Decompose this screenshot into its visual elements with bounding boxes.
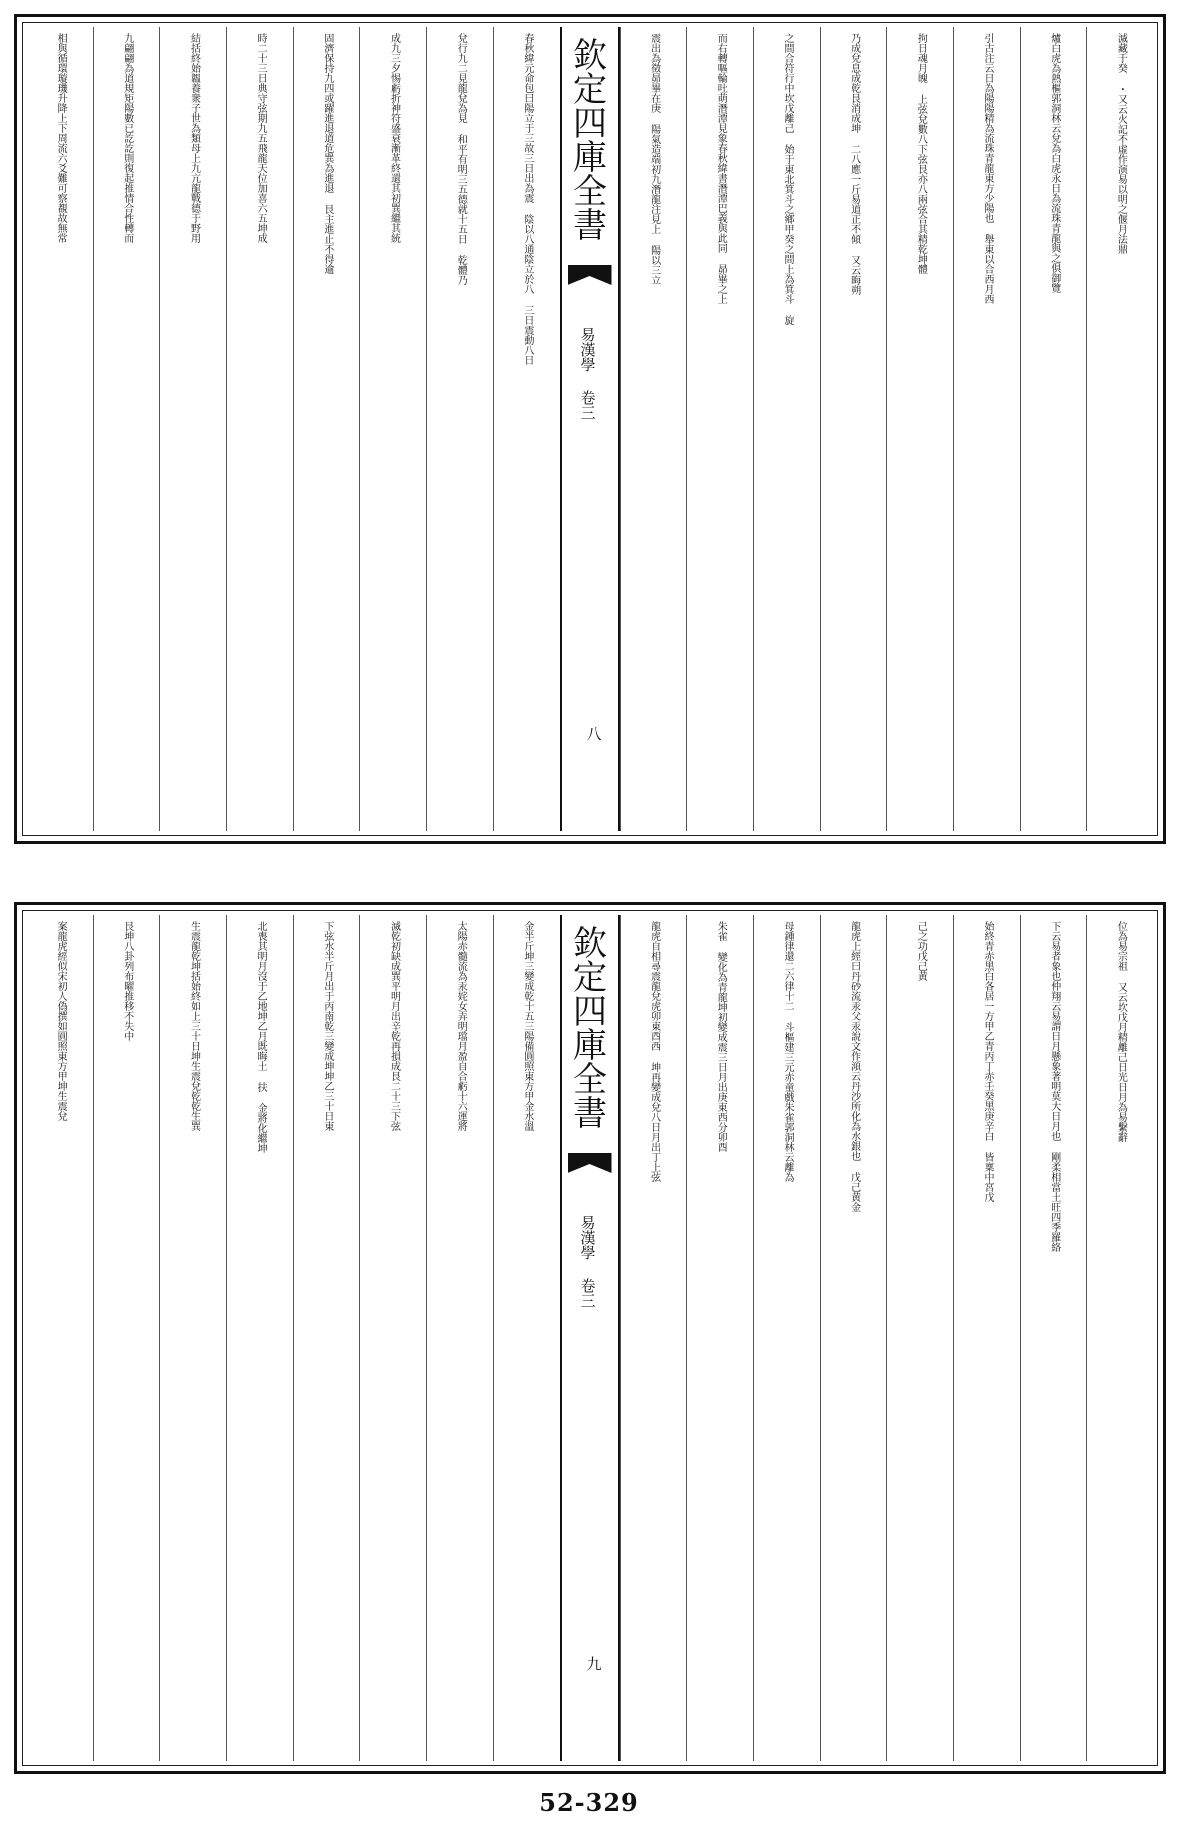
bottom-left-col-3 [359, 915, 426, 1761]
column-text: 滅乾初缺成巽平明月出辛乾再損成艮二十三下弦 [388, 921, 400, 1131]
column-text: 震出為徵昴畢在庚 陽氣造端初九潛龍注見上 陽以三立 [648, 33, 660, 285]
top-right-col-7 [686, 27, 753, 831]
column-text: 而右轉嘔輪吐萌潛潭見象春秋緯書潛潭巴義與此同 昴畢之上 [715, 33, 727, 304]
column-text: 兌行九二見龍兌為見 和平有明三五德就十五日 乾體乃 [455, 33, 467, 285]
bottom-right-col-7 [686, 915, 753, 1761]
top-right-col-4 [886, 27, 953, 831]
bottom-left-col-2 [426, 915, 493, 1761]
bottom-page [14, 902, 1166, 1774]
column-text: 己之功戊己黄 [915, 921, 927, 981]
column-text: 拘日魂月魄 上弦兌數八下弦艮亦八兩弦合其精乾坤體 [915, 33, 927, 274]
bottom-right-col-4 [886, 915, 953, 1761]
column-text: 結括終始韞養衆子世為類母上九亢龍戰德于野用 [188, 33, 200, 243]
volume-label: 易漢學 卷三 [578, 1215, 597, 1308]
folio-number: 八 [584, 726, 603, 741]
column-text: 北喪其明月沒于乙地坤乙月既晦土 扶 金將化繼坤 [255, 921, 267, 1153]
top-right-col-2 [1020, 27, 1087, 831]
column-text: 金半斤坤三變成乾十五三陽備圓照東方甲金水溫 [521, 921, 533, 1131]
column-text: 春秋緯元命包曰陽立于三故三日出為震 陰以八通陰立於八 三日震動八日 [521, 33, 533, 365]
column-text: 之間合符行中坎戊離己 始于東北箕斗之鄉甲癸之間上為箕斗 旋 [781, 33, 793, 325]
column-text: 下云易者象也仲翔云易謂日月懸象著明莫大日月也 剛柔相當土旺四季羅絡 [1048, 921, 1060, 1252]
column-text: 固濟保持九四或躍進退道危巽為進退 艮主進止不得逾 [321, 33, 333, 274]
column-text: 爐白虎為熱樞郭洞林云兌為白虎永日為流珠青龍與之俱御覽 [1048, 33, 1060, 293]
bottom-columns [27, 915, 1153, 1761]
bottom-right-col-1 [1086, 915, 1153, 1761]
column-text: 位為易宗祖 又云坎戊月精離己日光日月為易繫辭 [1115, 921, 1127, 1142]
column-text: 龍虎上經曰丹砂流汞父汞說文作澒云丹沙所化為水銀也 戊己黄金 [848, 921, 860, 1212]
column-text: 時二十三日典守弦期九五飛龍天位加喜六五坤成 [255, 33, 267, 243]
top-left-col-6 [159, 27, 226, 831]
catalog-title: 欽定四庫全書 [566, 925, 607, 1129]
volume-label: 易漢學 卷三 [578, 327, 597, 420]
bottom-left-col-7 [93, 915, 160, 1761]
bottom-left-col-5 [226, 915, 293, 1761]
bottom-left-col-6 [159, 915, 226, 1761]
column-text: 乃成兌息成乾艮消成坤 二八應一斤易道正不傾 又云晦朔 [848, 33, 860, 295]
top-left-col-5 [226, 27, 293, 831]
column-text: 太陽赤髓流為汞姹女弄明璫月盈自合虧十六運將 [455, 921, 467, 1131]
column-text: 九翩翩為道規矩陽數已訖訖則復起推情合性轉而 [121, 33, 133, 243]
column-text: 龍虎自相尋震龍兌虎卯東酉西 坤再變成兌八日月出丁上弦 [648, 921, 660, 1182]
bottom-right-col-6 [753, 915, 820, 1761]
top-left-col-1 [493, 27, 560, 831]
column-text: 生震龍乾坤括始終如上三十日坤生震兌乾乾生巽 [188, 921, 200, 1131]
catalog-title: 欽定四庫全書 [566, 37, 607, 241]
folio-number: 九 [584, 1656, 603, 1671]
bottom-left-col-1 [493, 915, 560, 1761]
bottom-right-col-3 [953, 915, 1020, 1761]
bottom-right-col-5 [820, 915, 887, 1761]
column-text: 成九三夕惕虧折神符盛衰漸革終還其初巽繼其統 [388, 33, 400, 243]
fish-tail-mark [568, 1153, 612, 1173]
bottom-right-col-8 [620, 915, 687, 1761]
top-right-col-6 [753, 27, 820, 831]
bottom-right-col-2 [1020, 915, 1087, 1761]
top-center-strip [560, 27, 620, 831]
top-right-col-8 [620, 27, 687, 831]
column-text: 始終青赤黑白各居一方甲乙青丙丁赤壬癸黑庚辛白 皆稟中宮戊 [982, 921, 994, 1202]
top-right-col-5 [820, 27, 887, 831]
top-left-col-2 [426, 27, 493, 831]
top-left-col-3 [359, 27, 426, 831]
top-right-col-1 [1086, 27, 1153, 831]
column-text: 母鍾律還二六律十二 斗樞建三元赤童戲朱雀郭洞林云離為 [781, 921, 793, 1182]
column-text: 朱雀 變化為青龍坤初變成震三日月出庚東西分卯酉 [715, 921, 727, 1152]
column-text: 案龍虎經似宋初人偽撰如圓照東方甲坤生震兌 [55, 921, 67, 1121]
top-left-col-7 [93, 27, 160, 831]
top-left-col-4 [293, 27, 360, 831]
bottom-left-col-4 [293, 915, 360, 1761]
column-text: 艮坤八卦列布曜推移不失中 [121, 921, 133, 1041]
top-page [14, 14, 1166, 844]
fish-tail-mark [568, 265, 612, 285]
top-left-col-8 [27, 27, 93, 831]
top-right-col-3 [953, 27, 1020, 831]
column-text: 下弦水半斤月出于丙南乾三變成坤坤乙三十日東 [321, 921, 333, 1131]
bottom-left-col-8 [27, 915, 93, 1761]
column-text: 引古注云日為陽陽精為流珠青龍東方少陽也 舉東以合西月西 [982, 33, 994, 304]
column-text: 相與循環璇璣升降上下周流六爻難可察覩故無常 [55, 33, 67, 243]
bottom-center-strip [560, 915, 620, 1761]
page-number: 52-329 [539, 1788, 639, 1817]
column-text: 滅藏于癸 ・又云火記不虛作演易以明之偃月法鼎 [1115, 33, 1127, 254]
top-columns [27, 27, 1153, 831]
